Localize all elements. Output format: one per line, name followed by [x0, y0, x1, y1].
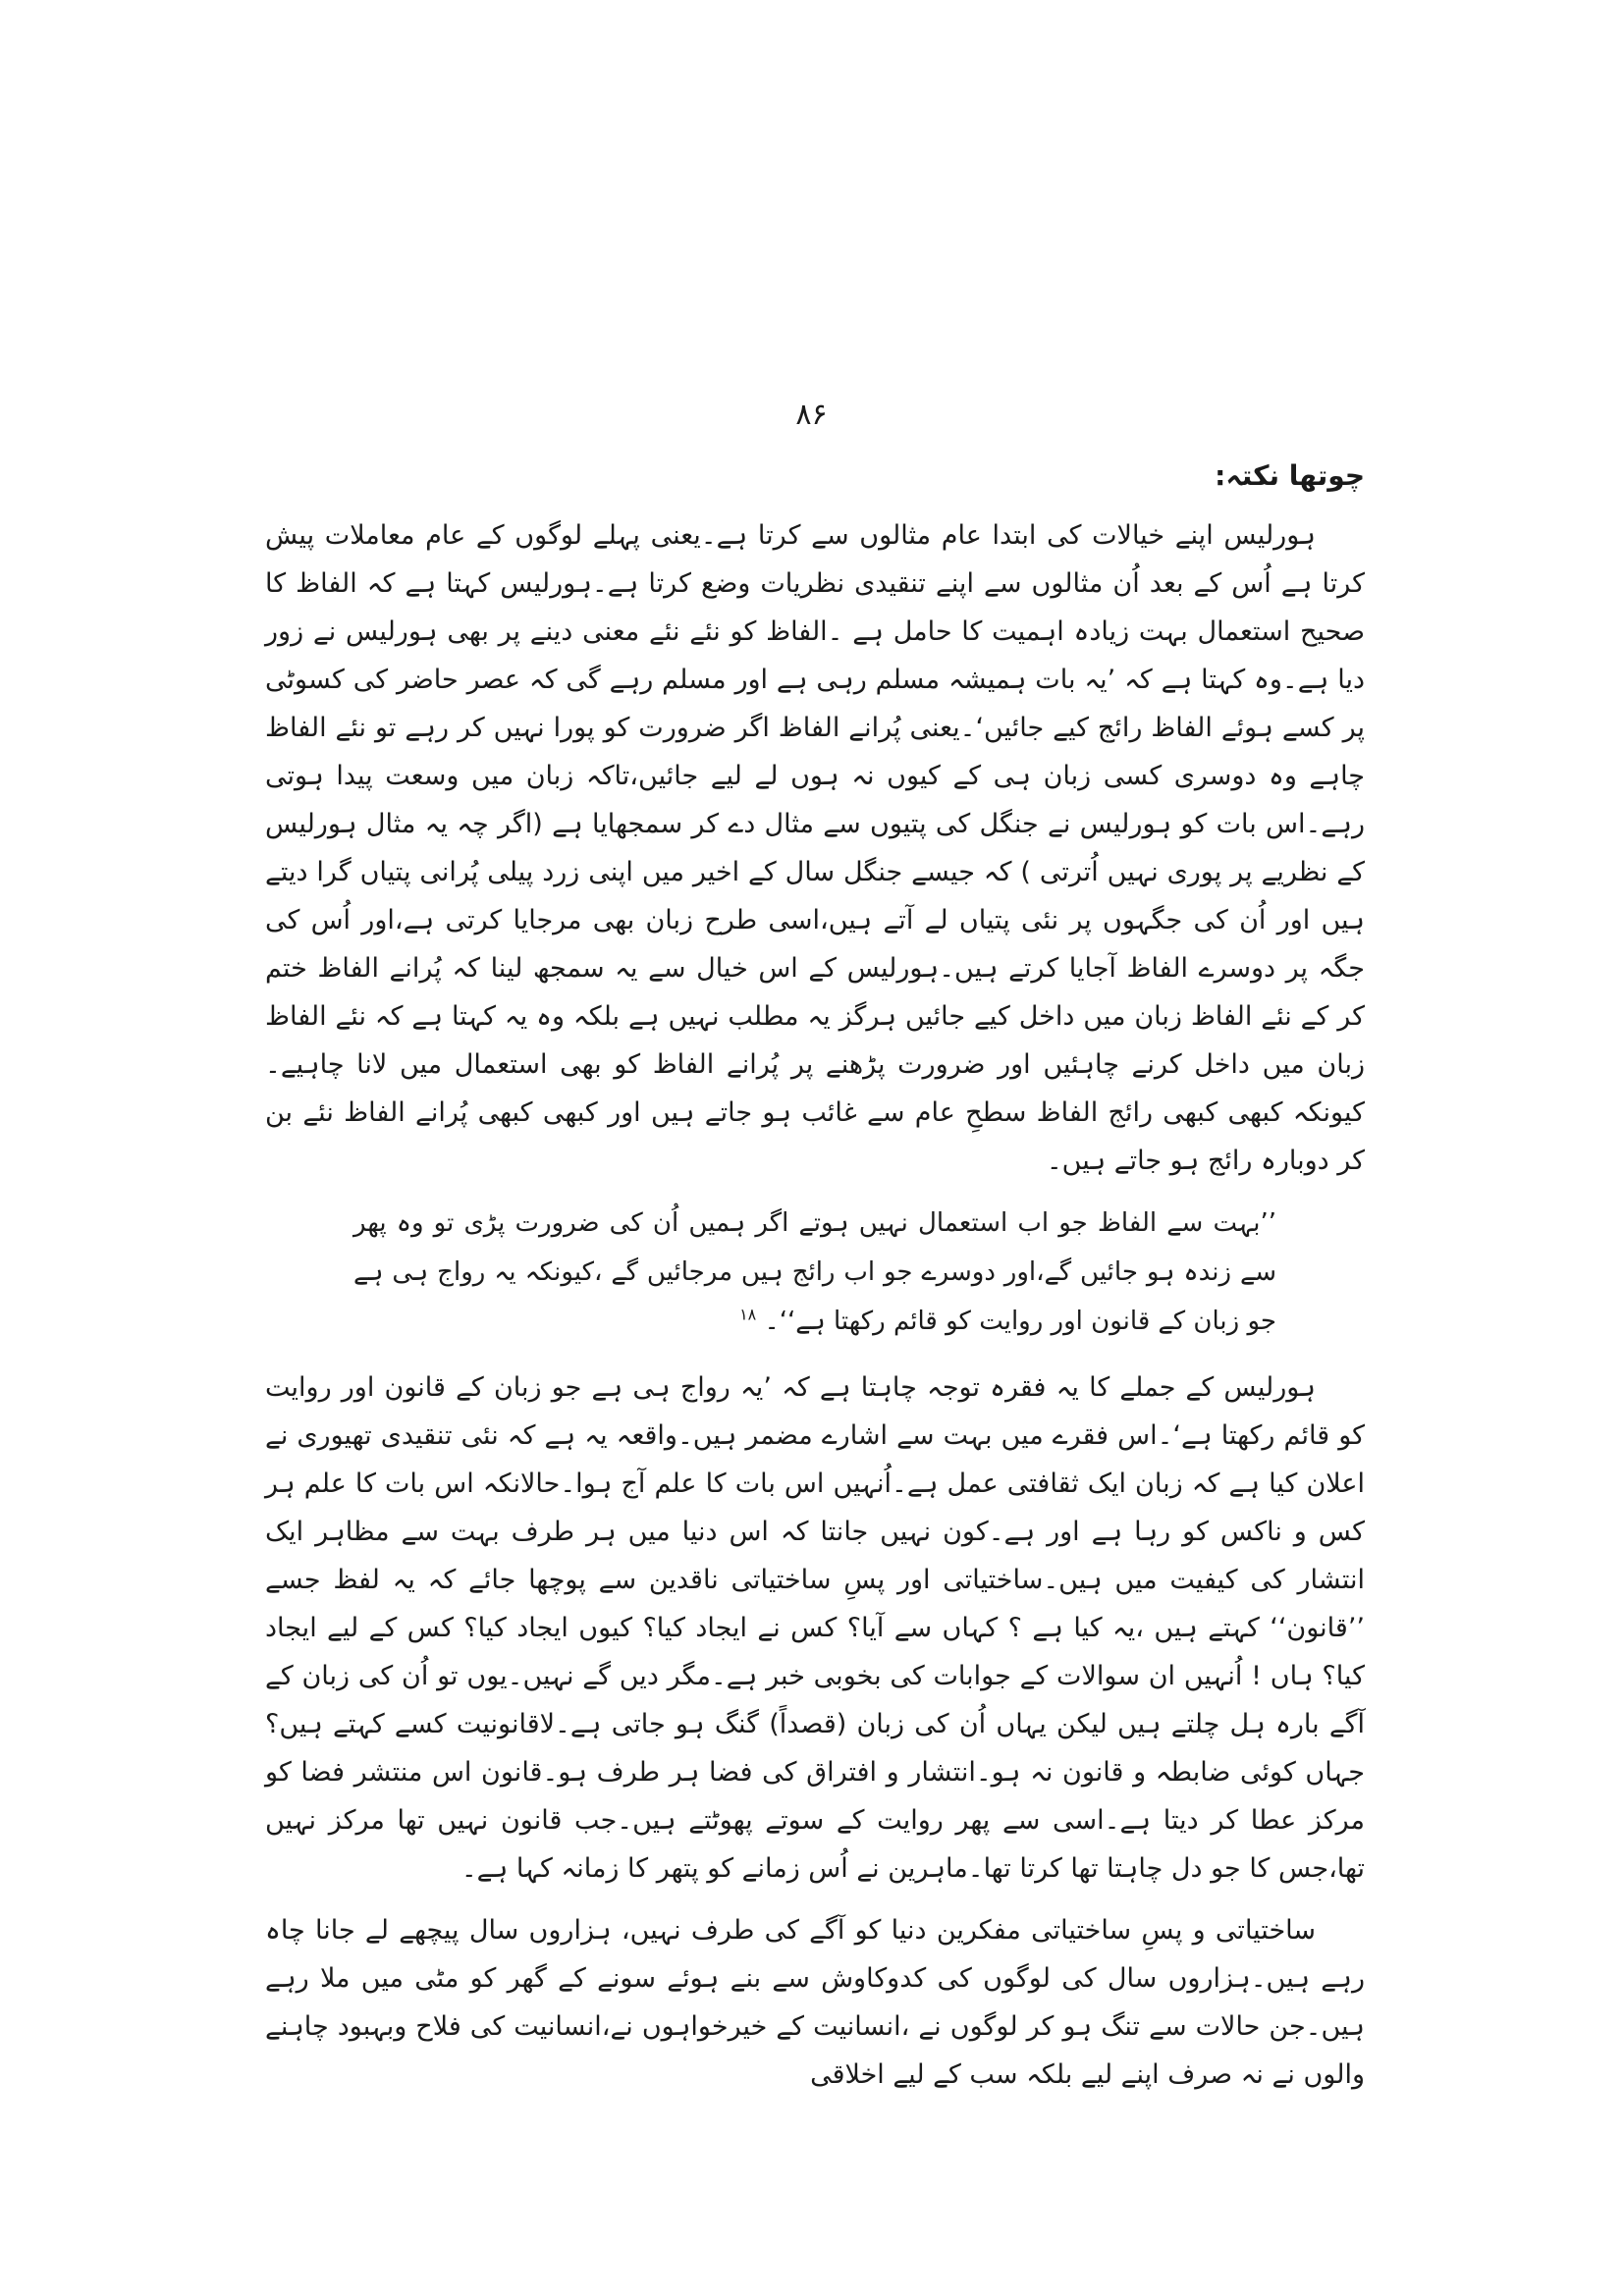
document-body — [265, 452, 1365, 2112]
quote-text: ’’بہت سے الفاظ جو اب استعمال نہیں ہوتے اگر ہمیں اُن کی ضرورت پڑی تو وہ پھر سے زندہ ہو جائیں گے،اور دوسرے جو اب رائج ہیں مرجائیں گے ،کیونکہ یہ رواج ہی ہے جو زبان کے قانون اور روایت کو قائم رکھتا ہے‘‘۔ — [353, 1208, 1276, 1336]
footnote-reference: ۱۸ — [739, 1305, 757, 1324]
paragraph-1: ہورلیس اپنے خیالات کی ابتدا عام مثالوں سے کرتا ہے۔یعنی پہلے لوگوں کے عام معاملات پیش کرتا ہے اُس کے بعد اُن مثالوں سے اپنے تنقیدی نظریات وضع کرتا ہے۔ہورلیس کہتا ہے کہ الفاظ کا صحیح استعمال بہت زیادہ اہمیت کا حامل ہے ۔الفاظ کو نئے نئے معنی دینے پر بھی ہورلیس نے زور دیا ہے۔وہ کہتا ہے کہ ’یہ بات ہمیشہ مسلم رہی ہے اور مسلم رہے گی کہ عصر حاضر کی کسوٹی پر کسے ہوئے الفاظ رائج کیے جائیں‘۔یعنی پُرانے الفاظ اگر ضرورت کو پورا نہیں کر رہے تو نئے الفاظ چاہے وہ دوسری کسی زبان ہی کے کیوں نہ ہوں لے لیے جائیں،تاکہ زبان میں وسعت پیدا ہوتی رہے۔اس بات کو ہورلیس نے جنگل کی پتیوں سے مثال دے کر سمجھایا ہے (اگر چہ یہ مثال ہورلیس کے نظریے پر پوری نہیں اُترتی ) کہ جیسے جنگل سال کے اخیر میں اپنی زرد پیلی پُرانی پتیاں گرا دیتے ہیں اور اُن کی جگہوں پر نئی پتیاں لے آتے ہیں،اسی طرح زبان بھی مرجایا کرتی ہے،اور اُس کی جگہ پر دوسرے الفاظ آجایا کرتے ہیں۔ہورلیس کے اس خیال سے یہ سمجھ لینا کہ پُرانے الفاظ ختم کر کے نئے الفاظ زبان میں داخل کیے جائیں ہرگز یہ مطلب نہیں ہے بلکہ وہ یہ کہتا ہے کہ نئے الفاظ زبان میں داخل کرنے چاہئیں اور ضرورت پڑھنے پر پُرانے الفاظ کو بھی استعمال میں لانا چاہیے۔کیونکہ کبھی کبھی رائج الفاظ سطحِ عام سے غائب ہو جاتے ہیں اور کبھی کبھی پُرانے الفاظ نئے بن کر دوبارہ رائج ہو جاتے ہیں۔ — [265, 520, 1365, 1176]
paragraph-2: ہورلیس کے جملے کا یہ فقرہ توجہ چاہتا ہے کہ ’یہ رواج ہی ہے جو زبان کے قانون اور روایت کو قائم رکھتا ہے‘۔اس فقرے میں بہت سے اشارے مضمر ہیں۔واقعہ یہ ہے کہ نئی تنقیدی تھیوری نے اعلان کیا ہے کہ زبان ایک ثقافتی عمل ہے۔اُنہیں اس بات کا علم آج ہوا۔حالانکہ اس بات کا علم ہر کس و ناکس کو رہا ہے اور ہے۔کون نہیں جانتا کہ اس دنیا میں ہر طرف بہت سے مظاہر ایک انتشار کی کیفیت میں ہیں۔ساختیاتی اور پسِ ساختیاتی ناقدین سے پوچھا جائے کہ یہ لفظ جسے ’’قانون‘‘ کہتے ہیں ،یہ کیا ہے ؟ کہاں سے آیا؟ کس نے ایجاد کیا؟ کیوں ایجاد کیا؟ کس کے لیے ایجاد کیا؟ ہاں ! اُنہیں ان سوالات کے جوابات کی بخوبی خبر ہے۔مگر دیں گے نہیں۔یوں تو اُن کی زبان کے آگے بارہ ہل چلتے ہیں لیکن یہاں اُن کی زبان (قصداً) گنگ ہو جاتی ہے۔لاقانونیت کسے کہتے ہیں؟ جہاں کوئی ضابطہ و قانون نہ ہو۔انتشار و افتراق کی فضا ہر طرف ہو۔قانون اس منتشر فضا کو مرکز عطا کر دیتا ہے۔اسی سے پھر روایت کے سوتے پھوٹتے ہیں۔جب قانون نہیں تھا مرکز نہیں تھا،جس کا جو دل چاہتا تھا کرتا تھا۔ماہرین نے اُس زمانے کو پتھر کا زمانہ کہا ہے۔ — [265, 1372, 1365, 1884]
block-quote — [353, 1199, 1276, 1346]
paragraph-3: ساختیاتی و پسِ ساختیاتی مفکرین دنیا کو آگے کی طرف نہیں، ہزاروں سال پیچھے لے جانا چاہ رہے ہیں۔ہزاروں سال کی لوگوں کی کدوکاوش سے بنے ہوئے سونے کے گھر کو مٹی میں ملا رہے ہیں۔جن حالات سے تنگ ہو کر لوگوں نے ،انسانیت کے خیرخواہوں نے،انسانیت کی فلاح وبہبود چاہنے والوں نے نہ صرف اپنے لیے بلکہ سب کے لیے اخلاقی — [265, 1915, 1365, 2090]
page-number: ۸۶ — [795, 398, 828, 432]
section-heading: چوتھا نکتہ: — [1215, 459, 1365, 492]
